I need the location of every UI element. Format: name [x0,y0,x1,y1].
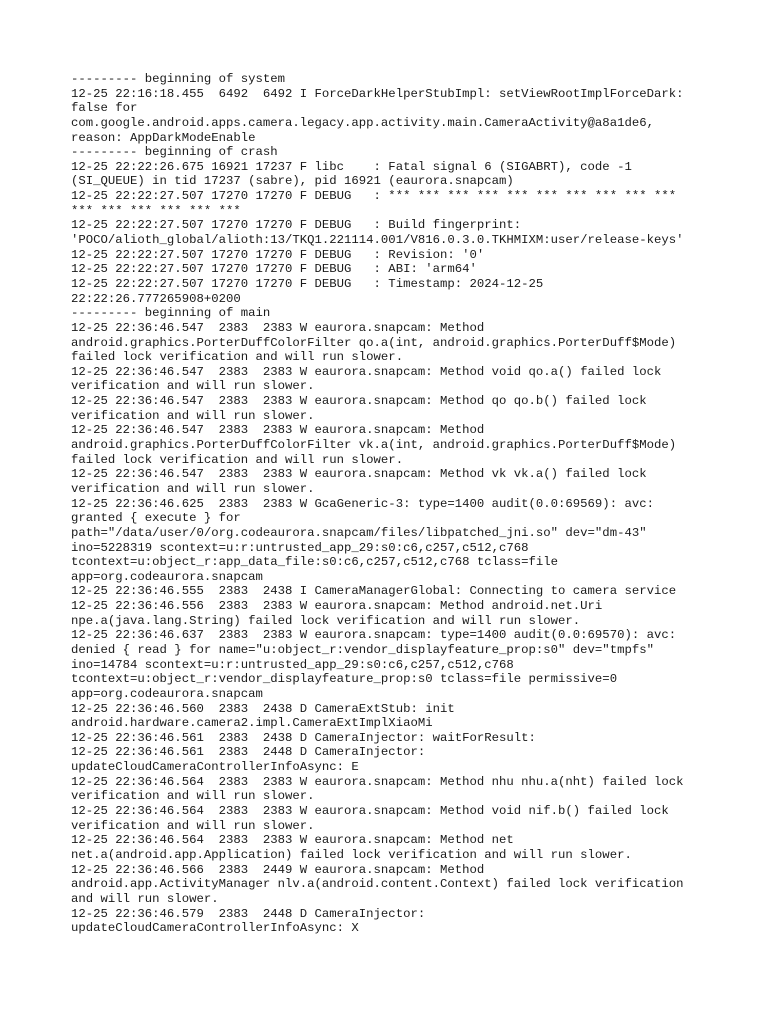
log-line: com.google.android.apps.camera.legacy.app.activity.main.CameraActivity@a8a1de6, [71,115,654,130]
log-line: 12-25 22:36:46.547 2383 2383 W eaurora.snapcam: Method void qo.a() failed lock [71,364,662,379]
log-line: 12-25 22:22:27.507 17270 17270 F DEBUG : Revision: '0' [71,247,485,262]
log-line: failed lock verification and will run slower. [71,350,404,365]
log-line: (SI_QUEUE) in tid 17237 (sabre), pid 16921 (eaurora.snapcam) [71,174,514,189]
log-line: 12-25 22:22:26.675 16921 17237 F libc : Fatal signal 6 (SIGABRT), code -1 [71,159,632,174]
log-line: verification and will run slower. [71,481,315,496]
log-line: --------- beginning of system [71,72,286,86]
log-line: android.hardware.camera2.impl.CameraExtImplXiaoMi [71,716,433,731]
log-line: updateCloudCameraControllerInfoAsync: E [71,760,359,775]
log-line: verification and will run slower. [71,789,315,804]
log-line: 12-25 22:16:18.455 6492 6492 I ForceDarkHelperStubImpl: setViewRootImplForceDark: [71,86,684,101]
log-line: reason: AppDarkModeEnable [71,130,256,145]
log-line: 12-25 22:22:27.507 17270 17270 F DEBUG : ABI: 'arm64' [71,262,477,277]
log-line: failed lock verification and will run slower. [71,452,404,467]
log-line: false for [71,101,138,116]
log-line: 12-25 22:36:46.561 2383 2448 D CameraInjector: [71,745,426,760]
log-line: 12-25 22:36:46.564 2383 2383 W eaurora.snapcam: Method net [71,833,514,848]
log-line: --------- beginning of crash [71,145,278,160]
log-line: 12-25 22:36:46.547 2383 2383 W eaurora.snapcam: Method [71,423,485,438]
log-line: android.app.ActivityManager nlv.a(android.content.Context) failed lock verification [71,877,684,892]
log-line: path="/data/user/0/org.codeaurora.snapcam/files/libpatched_jni.so" dev="dm-43" [71,525,647,540]
log-line: verification and will run slower. [71,408,315,423]
log-line: 12-25 22:22:27.507 17270 17270 F DEBUG : *** *** *** *** *** *** *** *** *** *** [71,189,677,204]
log-line: app=org.codeaurora.snapcam [71,686,263,701]
log-line: 12-25 22:36:46.564 2383 2383 W eaurora.snapcam: Method void nif.b() failed lock [71,804,669,819]
log-line: 12-25 22:36:46.555 2383 2438 I CameraManagerGlobal: Connecting to camera service [71,584,677,599]
log-line: 12-25 22:36:46.547 2383 2383 W eaurora.snapcam: Method [71,320,485,335]
log-line: verification and will run slower. [71,818,315,833]
log-line: *** *** *** *** *** *** [71,203,241,218]
log-line: android.graphics.PorterDuffColorFilter vk.a(int, android.graphics.PorterDuff$Mode) [71,438,677,453]
log-line: 'POCO/alioth_global/alioth:13/TKQ1.221114.001/V816.0.3.0.TKHMIXM:user/release-keys' [71,233,684,248]
log-line: app=org.codeaurora.snapcam [71,569,263,584]
log-line: npe.a(java.lang.String) failed lock verification and will run slower. [71,613,581,628]
log-line: 12-25 22:36:46.637 2383 2383 W eaurora.snapcam: type=1400 audit(0.0:69570): avc: [71,628,677,643]
log-line: android.graphics.PorterDuffColorFilter qo.a(int, android.graphics.PorterDuff$Mode) [71,335,677,350]
log-line: --------- beginning of main [71,306,271,321]
log-line: 12-25 22:36:46.625 2383 2383 W GcaGeneric-3: type=1400 audit(0.0:69569): avc: [71,496,654,511]
log-line: ino=5228319 scontext=u:r:untrusted_app_29:s0:c6,c257,c512,c768 [71,540,529,555]
log-line: 12-25 22:36:46.561 2383 2438 D CameraInjector: waitForResult: [71,730,536,745]
log-text [71,72,711,936]
log-line: and will run slower. [71,891,219,906]
log-line: updateCloudCameraControllerInfoAsync: X [71,921,359,936]
log-line: 12-25 22:22:27.507 17270 17270 F DEBUG : Timestamp: 2024-12-25 [71,276,544,291]
log-line: 12-25 22:36:46.564 2383 2383 W eaurora.snapcam: Method nhu nhu.a(nht) failed lock [71,774,684,789]
log-line: net.a(android.app.Application) failed lock verification and will run slower. [71,847,632,862]
log-line: ino=14784 scontext=u:r:untrusted_app_29:s0:c6,c257,c512,c768 [71,657,514,672]
log-line: tcontext=u:object_r:vendor_displayfeature_prop:s0 tclass=file permissive=0 [71,672,618,687]
log-line: 12-25 22:36:46.560 2383 2438 D CameraExtStub: init [71,701,455,716]
log-line: 12-25 22:36:46.547 2383 2383 W eaurora.snapcam: Method qo qo.b() failed lock [71,394,647,409]
log-line: 12-25 22:36:46.556 2383 2383 W eaurora.snapcam: Method android.net.Uri [71,599,603,614]
log-line: granted { execute } for [71,511,241,526]
log-line: 12-25 22:36:46.566 2383 2449 W eaurora.snapcam: Method [71,862,485,877]
log-line: 12-25 22:22:27.507 17270 17270 F DEBUG : Build fingerprint: [71,218,522,233]
log-line: tcontext=u:object_r:app_data_file:s0:c6,c257,c512,c768 tclass=file [71,555,559,570]
log-line: denied { read } for name="u:object_r:vendor_displayfeature_prop:s0" dev="tmpfs" [71,642,654,657]
log-line: 12-25 22:36:46.547 2383 2383 W eaurora.snapcam: Method vk vk.a() failed lock [71,467,647,482]
log-line: verification and will run slower. [71,379,315,394]
log-line: 12-25 22:36:46.579 2383 2448 D CameraInjector: [71,906,426,921]
log-line: 22:22:26.777265908+0200 [71,291,241,306]
